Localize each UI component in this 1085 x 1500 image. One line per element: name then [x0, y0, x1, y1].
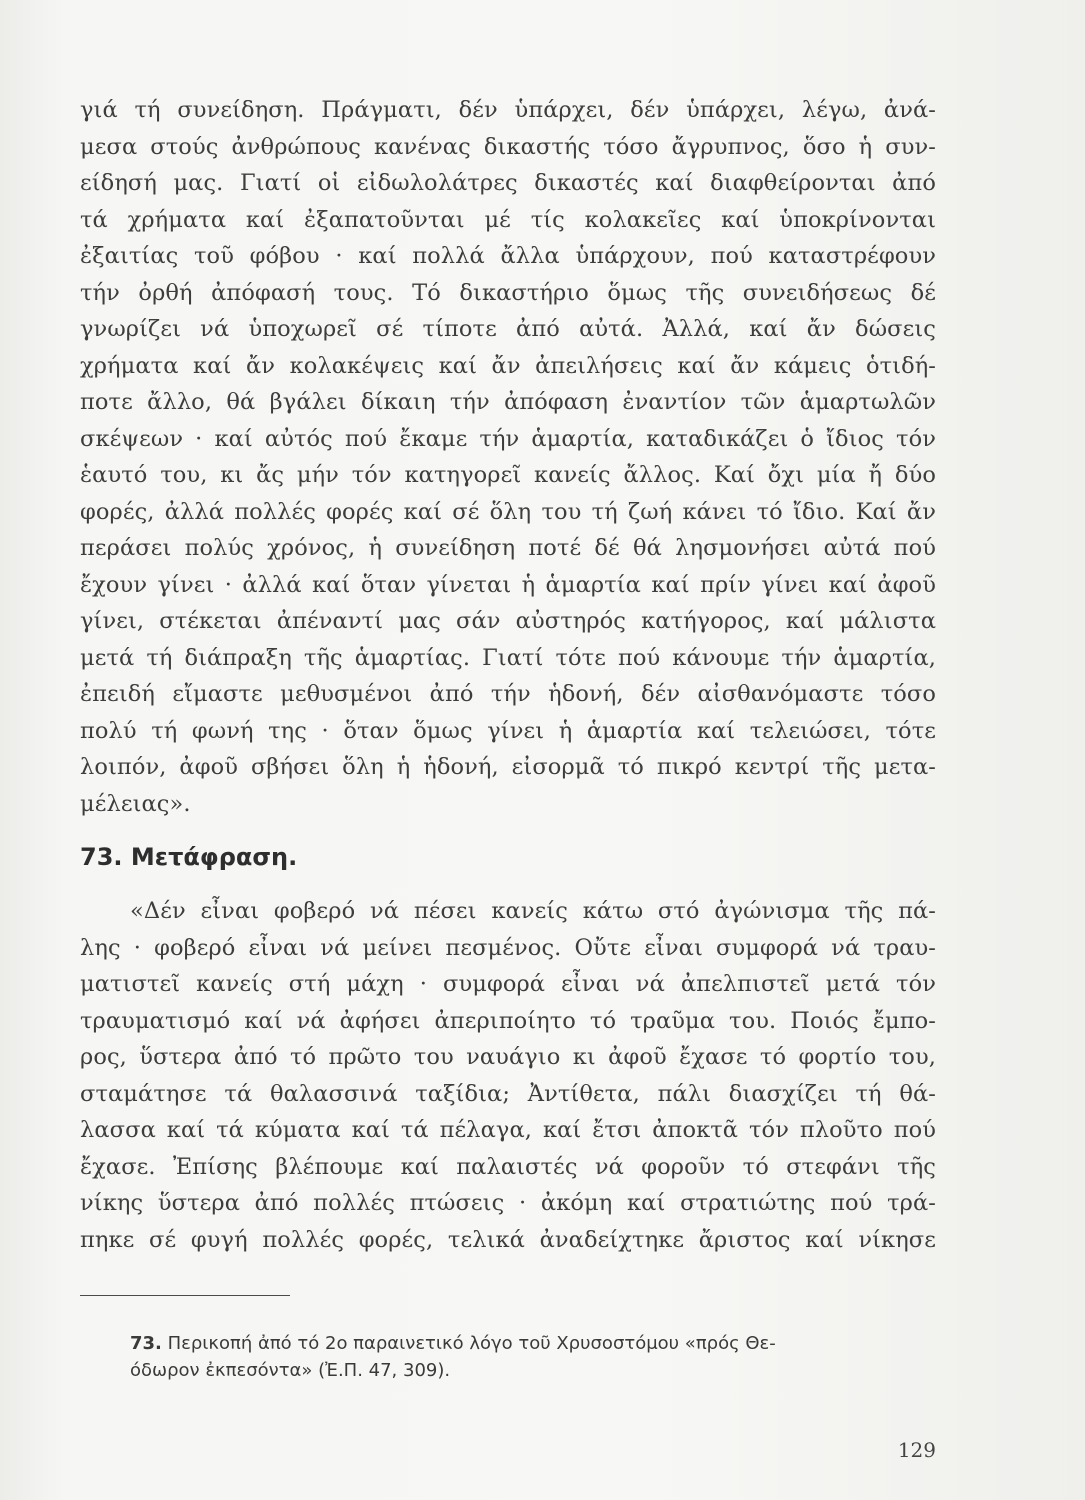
footnote-divider — [80, 1295, 290, 1296]
text-line: γίνει, στέκεται ἀπέναντί μας σάν αὐστηρός κατήγορος, καί μάλιστα — [80, 608, 936, 634]
text-line: φορές, ἀλλά πολλές φορές καί σέ ὅλη του τή ζωή κάνει τό ἴδιο. Καί ἄν — [80, 498, 936, 525]
text-line: ἔχασε. Ἐπίσης βλέπουμε καί παλαιστές νά φοροῦν τό στεφάνι τῆς — [80, 1153, 936, 1180]
text-line: νίκης ὕστερα ἀπό πολλές πτώσεις · ἀκόμη καί στρατιώτης πού τρά- — [80, 1190, 936, 1216]
paragraph-2 — [80, 893, 936, 1258]
footnote-line: όδωρον ἐκπεσόντα» (Ἐ.Π. 47, 309). — [130, 1360, 451, 1381]
text-line: «Δέν εἶναι φοβερό νά πέσει κανείς κάτω στό ἀγώνισμα τῆς πά- — [130, 898, 936, 924]
footnote — [130, 1330, 936, 1384]
text-line: λασσα καί τά κύματα καί τά πέλαγα, καί ἔτσι ἀποκτᾶ τόν πλοῦτο πού — [80, 1117, 936, 1143]
text-line: περάσει πολύς χρόνος, ἡ συνείδηση ποτέ δέ θά λησμονήσει αὐτά πού — [80, 535, 936, 561]
text-line: ἔχουν γίνει · ἀλλά καί ὅταν γίνεται ἡ ἁμαρτία καί πρίν γίνει καί ἀφοῦ — [80, 571, 936, 598]
text-line: χρήματα καί ἄν κολακέψεις καί ἄν ἀπειλήσεις καί ἄν κάμεις ὁτιδή- — [80, 352, 936, 379]
text-line: ἐξαιτίας τοῦ φόβου · καί πολλά ἄλλα ὑπάρχουν, πού καταστρέφουν — [80, 243, 936, 269]
text-line: σταμάτησε τά θαλασσινά ταξίδια; Ἀντίθετα, πάλι διασχίζει τή θά- — [80, 1080, 936, 1107]
text-line: ρος, ὕστερα ἀπό τό πρῶτο του ναυάγιο κι ἀφοῦ ἔχασε τό φορτίο του, — [80, 1044, 936, 1070]
text-line: μεσα στούς ἀνθρώπους κανένας δικαστής τόσο ἄγρυπνος, ὅσο ἡ συν- — [80, 133, 936, 160]
text-line: σκέψεων · καί αὐτός πού ἔκαμε τήν ἁμαρτία, καταδικάζει ὁ ἴδιος τόν — [80, 425, 936, 452]
footnote-text: Περικοπή ἀπό τό 2ο παραινετικό λόγο τοῦ Χρυσοστόμου «πρός Θε- — [161, 1333, 776, 1354]
text-line: τραυματισμό καί νά ἀφήσει ἀπεριποίητο τό τραῦμα του. Ποιός ἔμπο- — [80, 1007, 936, 1034]
page-number: 129 — [897, 1438, 936, 1462]
text-line: ποτε ἄλλο, θά βγάλει δίκαιη τήν ἀπόφαση ἐναντίον τῶν ἁμαρτωλῶν — [80, 389, 936, 415]
text-line: ἑαυτό του, κι ἄς μήν τόν κατηγορεῖ κανείς ἄλλος. Καί ὄχι μία ἤ δύο — [80, 462, 936, 488]
footnote-line — [130, 1330, 936, 1357]
text-line: μετά τή διάπραξη τῆς ἁμαρτίας. Γιατί τότε πού κάνουμε τήν ἁμαρτία, — [80, 644, 936, 671]
text-line: τά χρήματα καί ἐξαπατοῦνται μέ τίς κολακεῖες καί ὑποκρίνονται — [80, 206, 936, 233]
text-line: λοιπόν, ἀφοῦ σβήσει ὅλη ἡ ἡδονή, εἰσορμᾶ τό πικρό κεντρί τῆς μετα- — [80, 754, 936, 780]
text-line: γιά τή συνείδηση. Πράγματι, δέν ὑπάρχει, δέν ὑπάρχει, λέγω, ἀνά- — [80, 97, 936, 123]
text-line: ματιστεῖ κανείς στή μάχη · συμφορά εἶναι νά ἀπελπιστεῖ μετά τόν — [80, 971, 936, 997]
text-line: είδησή μας. Γιατί οἱ εἰδωλολάτρες δικαστές καί διαφθείρονται ἀπό — [80, 170, 936, 196]
text-line: πηκε σέ φυγή πολλές φορές, τελικά ἀναδείχτηκε ἄριστος καί νίκησε — [80, 1226, 936, 1253]
text-line: πολύ τή φωνή της · ὅταν ὅμως γίνει ἡ ἁμαρτία καί τελειώσει, τότε — [80, 717, 936, 744]
text-line: γνωρίζει νά ὑποχωρεῖ σέ τίποτε ἀπό αὐτά. Ἀλλά, καί ἄν δώσεις — [80, 316, 936, 342]
paragraph-1 — [80, 92, 936, 822]
footnote-number: 73. — [130, 1333, 162, 1354]
text-line: μέλειας». — [80, 790, 191, 817]
text-line: τήν ὀρθή ἀπόφασή τους. Τό δικαστήριο ὅμως τῆς συνειδήσεως δέ — [80, 279, 936, 306]
section-heading: 73. Μετάφραση. — [80, 843, 298, 871]
text-line: λης · φοβερό εἶναι νά μείνει πεσμένος. Οὔτε εἶναι συμφορά νά τραυ- — [80, 934, 936, 961]
text-line: ἐπειδή εἴμαστε μεθυσμένοι ἀπό τήν ἡδονή, δέν αἰσθανόμαστε τόσο — [80, 681, 936, 707]
